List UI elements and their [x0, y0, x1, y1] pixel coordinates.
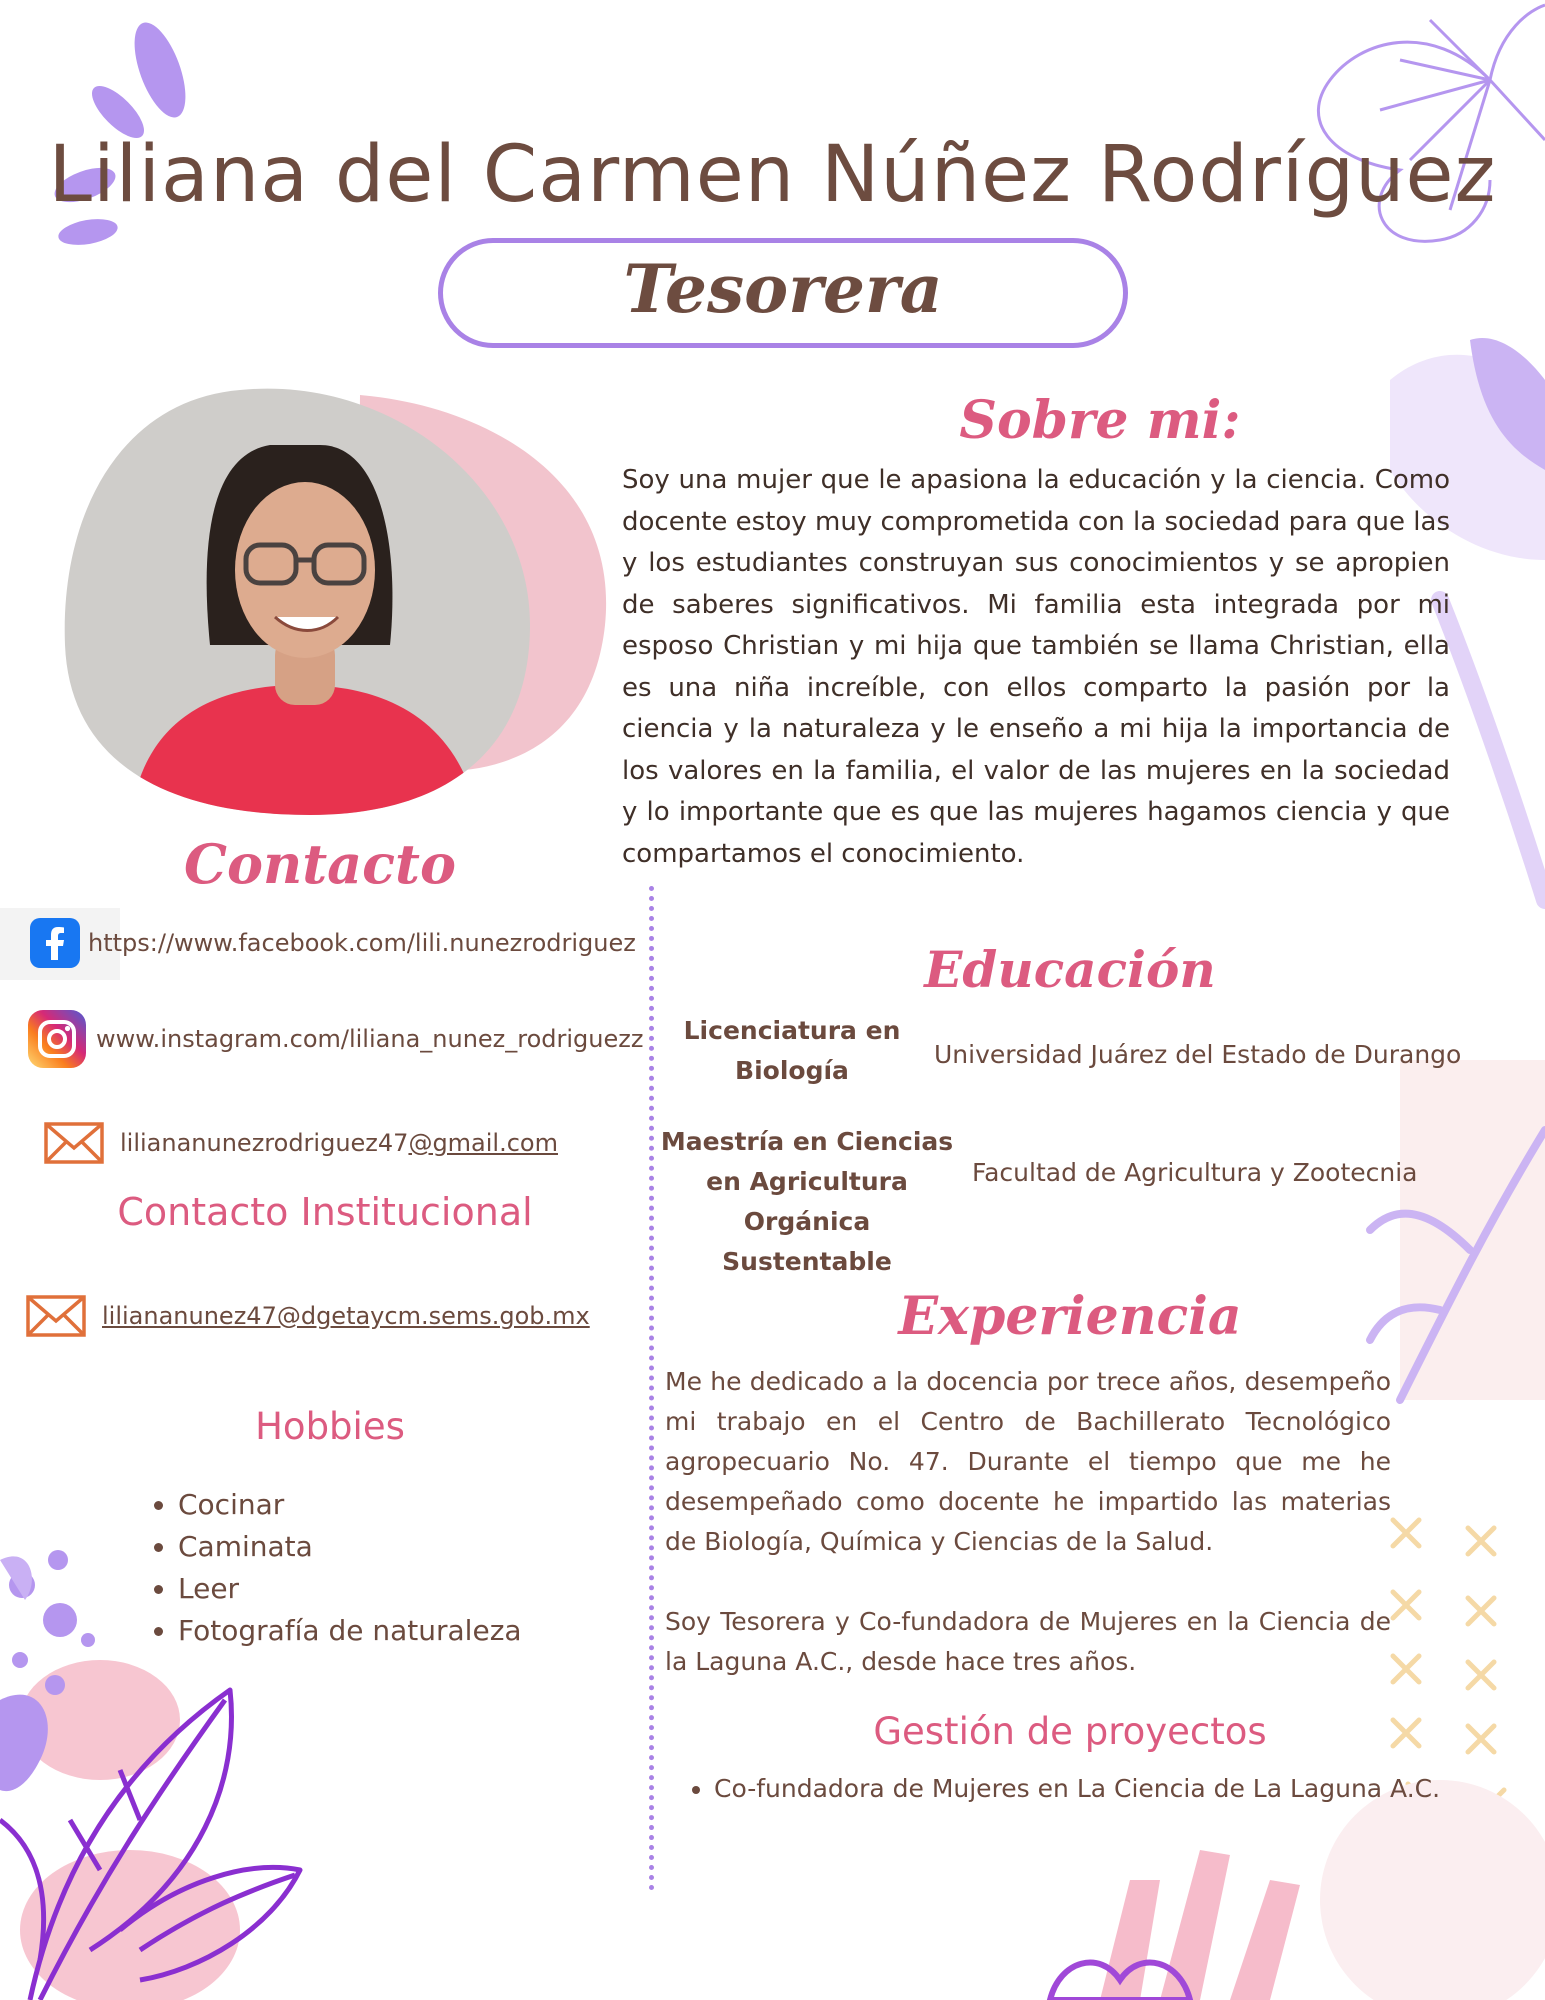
mail-icon: [26, 1295, 86, 1337]
about-text: Soy una mujer que le apasiona la educación y la ciencia. Como docente estoy muy comprometida con la sociedad para que las y los estudiantes construyan sus conocimientos y se apropien de saberes significativos. Mi familia esta integrada por mi esposo Christian y mi hija que también se llama Christian, ella es una niña increíble, con ellos comparto la pasión por la ciencia y la naturaleza y le enseño a mi hija la importancia de los valores en la familia, el valor de las mujeres en la sociedad y lo importante que es que las mujeres hagamos ciencia y que compartamos el conocimiento.: [622, 465, 1450, 869]
list-item: • Caminata: [178, 1526, 522, 1568]
degree-2-line-1: Maestría en Ciencias: [660, 1127, 954, 1156]
experience-paragraph-1: Me he dedicado a la docencia por trece años, desempeño mi trabajo en el Centro de Bachillerato Tecnológico agropecuario No. 47. Durante el tiempo que me he desempeñado como docente he impartido las materias de Biología, Química y Ciencias de la Salud.: [665, 1367, 1391, 1556]
about-title: Sobre mi:: [959, 390, 1241, 451]
role-title: Tesorera: [623, 250, 943, 328]
institutional-contact-title: Contacto Institucional: [117, 1190, 533, 1234]
list-item: • Fotografía de naturaleza: [178, 1610, 522, 1652]
degree-2-line-2: en Agricultura: [706, 1167, 908, 1196]
facebook-link[interactable]: https://www.facebook.com/lili.nunezrodriguez: [88, 929, 636, 957]
degree-2: [660, 1122, 954, 1282]
list-item: • Co-fundadora de Mujeres en La Ciencia de La Laguna A.C.: [714, 1770, 1440, 1808]
column-divider: [649, 886, 654, 1891]
personal-email[interactable]: [120, 1129, 558, 1157]
projects-title: Gestión de proyectos: [873, 1710, 1267, 1753]
personal-email-row[interactable]: [44, 1122, 558, 1164]
institutional-email[interactable]: liliananunez47@dgetaycm.sems.gob.mx: [102, 1302, 590, 1330]
mail-icon: [44, 1122, 104, 1164]
email-domain: @gmail.com: [408, 1129, 558, 1157]
facebook-row[interactable]: [30, 918, 636, 968]
degree-1: [672, 1011, 912, 1091]
bottom-right-strokes: [1100, 1850, 1300, 2000]
instagram-row[interactable]: [28, 1010, 643, 1068]
experience-title: Experiencia: [898, 1286, 1242, 1347]
projects-list: [690, 1770, 1440, 1808]
profile-photo: [60, 385, 620, 825]
school-2: Facultad de Agricultura y Zootecnia: [972, 1158, 1418, 1187]
contact-title: Contacto: [183, 832, 457, 896]
education-title: Educación: [924, 940, 1216, 999]
experience-paragraph-2: Soy Tesorera y Co-fundadora de Mujeres en la Ciencia de la Laguna A.C., desde hace tres años.: [665, 1607, 1391, 1676]
email-user: liliananunezrodriguez47: [120, 1129, 409, 1157]
school-1: Universidad Juárez del Estado de Durango: [934, 1040, 1462, 1069]
instagram-icon: [28, 1010, 86, 1068]
degree-2-line-3: Orgánica Sustentable: [722, 1207, 892, 1276]
list-item: • Leer: [178, 1568, 522, 1610]
degree-1-line-1: Licenciatura en: [683, 1016, 901, 1045]
hobbies-list: [140, 1484, 522, 1652]
instagram-link[interactable]: www.instagram.com/liliana_nunez_rodriguezz: [96, 1025, 644, 1053]
facebook-icon: [30, 918, 80, 968]
hobbies-title: Hobbies: [255, 1405, 405, 1448]
person-name: Liliana del Carmen Núñez Rodríguez: [48, 130, 1497, 220]
list-item: • Cocinar: [178, 1484, 522, 1526]
institutional-email-row[interactable]: [26, 1295, 590, 1337]
degree-1-line-2: Biología: [735, 1056, 849, 1085]
